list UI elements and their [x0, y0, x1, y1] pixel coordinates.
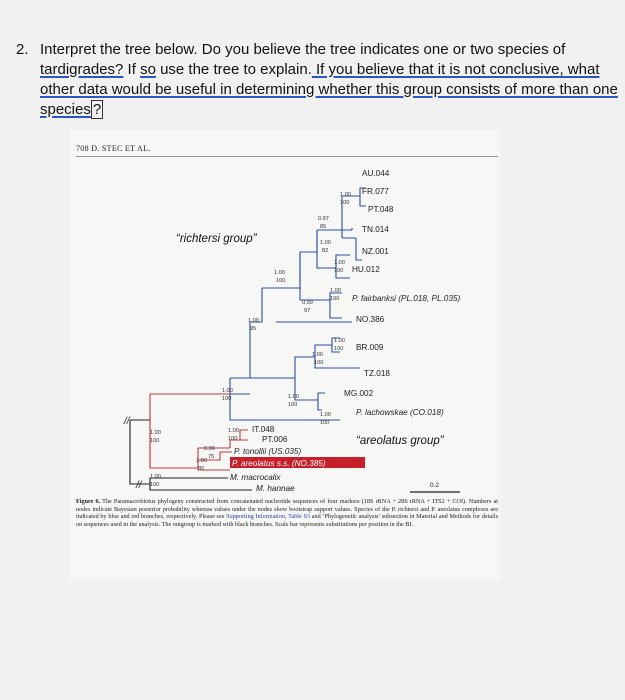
so-word: so — [140, 61, 156, 78]
figure-caption — [76, 498, 498, 528]
pp-n4: 1.00 — [334, 260, 345, 266]
taxon-fairbanksi: P. fairbanksi (PL.018, PL.035) — [352, 294, 461, 303]
tardigrades-word: tardigrades? — [40, 61, 124, 78]
bs-n15: 100 — [228, 436, 238, 442]
pp-n12: 1.00 — [288, 394, 299, 400]
bs-n14: 100 — [150, 438, 160, 444]
pp-n2: 0.97 — [318, 216, 329, 222]
bs-n13: 100 — [320, 420, 330, 426]
pp-n7: 0.99 — [302, 300, 313, 306]
taxon-pt048: PT.048 — [368, 205, 394, 214]
pp-n17: 1.00 — [196, 458, 207, 464]
pp-n14: 1.00 — [150, 430, 161, 436]
break-mark-top: // — [124, 416, 130, 427]
bs-n1: 100 — [340, 200, 350, 206]
bs-n16: 75 — [208, 454, 215, 460]
pp-n15: 1.00 — [228, 428, 239, 434]
taxon-nz001: NZ.001 — [362, 247, 389, 256]
bs-n10: 100 — [314, 360, 324, 366]
bs-n8: 95 — [250, 326, 257, 332]
bs-n6: 100 — [330, 296, 340, 302]
taxon-br009: BR.009 — [356, 343, 384, 352]
pp-n5: 1.00 — [274, 270, 285, 276]
taxon-tn014: TN.014 — [362, 225, 389, 234]
bs-n12: 100 — [288, 402, 298, 408]
question-number: 2. — [16, 41, 29, 58]
pp-n6: 1.00 — [330, 288, 341, 294]
group-areolatus-label: “areolatus group” — [356, 435, 444, 447]
bs-n4: 100 — [334, 268, 344, 274]
bs-n2: 85 — [320, 224, 327, 230]
taxon-macrocalix: M. macrocalix — [230, 473, 281, 482]
scale-bar-label: 0.2 — [430, 482, 440, 489]
taxon-tz018: TZ.018 — [364, 369, 390, 378]
taxon-hannae: M. hannae — [256, 484, 295, 493]
taxon-mg002: MG.002 — [344, 389, 374, 398]
group-richtersi-label: “richtersi group” — [176, 233, 257, 245]
pp-n11: 1.00 — [222, 388, 233, 394]
caption-text: The Paramacrobiotus phylogeny constructed from concatenated nucleotide sequences of four markers (18S rRNA + 28S rRNA + ITS2 + COI). Numbers at nodes indicate Bayesian posterior probability whereas values under the nodes show bootstrap support values. Species of the P. richtersi and P. areolatus complexes are indicated by blue and red branches, respectively. Please see — [76, 498, 498, 521]
text-cursor-box[interactable]: ? — [92, 101, 102, 118]
caption-link[interactable]: Supporting Information, Table S3 — [226, 513, 311, 521]
taxon-hu012: HU.012 — [352, 265, 380, 274]
bs-n5: 100 — [276, 278, 286, 284]
pp-n10: 1.00 — [312, 352, 323, 358]
pp-n1: 1.00 — [340, 192, 351, 198]
taxon-fr077: FR.077 — [362, 187, 389, 196]
question-part2: If — [123, 61, 141, 78]
taxon-pt006: PT.006 — [262, 435, 288, 444]
bs-n3: 82 — [322, 248, 329, 254]
bs-n9: 100 — [334, 346, 344, 352]
question-part3: use the tree to explain. — [155, 61, 312, 78]
taxon-no386: NO.386 — [356, 315, 385, 324]
pp-n9: 1.00 — [334, 338, 345, 344]
bs-n7: 97 — [304, 308, 311, 314]
taxon-au044: AU.044 — [362, 169, 390, 178]
richtersi-branches — [230, 188, 366, 420]
taxon-lachowskae: P. lachowskae (CO.018) — [356, 408, 444, 417]
question-part4: If you believe that it is not conclusive, what other data would be useful in determining whether this group consists of more than one species — [40, 61, 618, 118]
pp-n18: 1.00 — [150, 474, 161, 480]
pp-n3: 1.00 — [320, 240, 331, 246]
question-part1: Interpret the tree below. Do you believe the tree indicates one or two species of — [40, 41, 566, 58]
bs-n11: 100 — [222, 396, 232, 402]
pp-n13: 1.00 — [320, 412, 331, 418]
taxon-it048: IT.048 — [252, 425, 275, 434]
paper-header: 708 D. STEC ET AL. — [76, 144, 151, 153]
bs-n17: 95 — [198, 466, 205, 472]
taxon-tonollii: P. tonollii (US.035) — [234, 447, 302, 456]
pp-n8: 1.00 — [248, 318, 259, 324]
caption-title: Figure 6. — [76, 498, 101, 505]
bs-n18: 100 — [150, 482, 160, 488]
taxon-areolatus: P. areolatus s.s. (NO.385) — [232, 459, 326, 468]
break-mark-bottom: // — [136, 480, 142, 491]
caption-mid: and ‘Phylogenetic analysis’ subsection in Material and Methods for details on sequences used in the analysis. The outgroup is marked with black branches. Scale bar represents substitutions per position in the BI. — [76, 513, 498, 528]
pp-n16: 0.96 — [204, 446, 215, 452]
